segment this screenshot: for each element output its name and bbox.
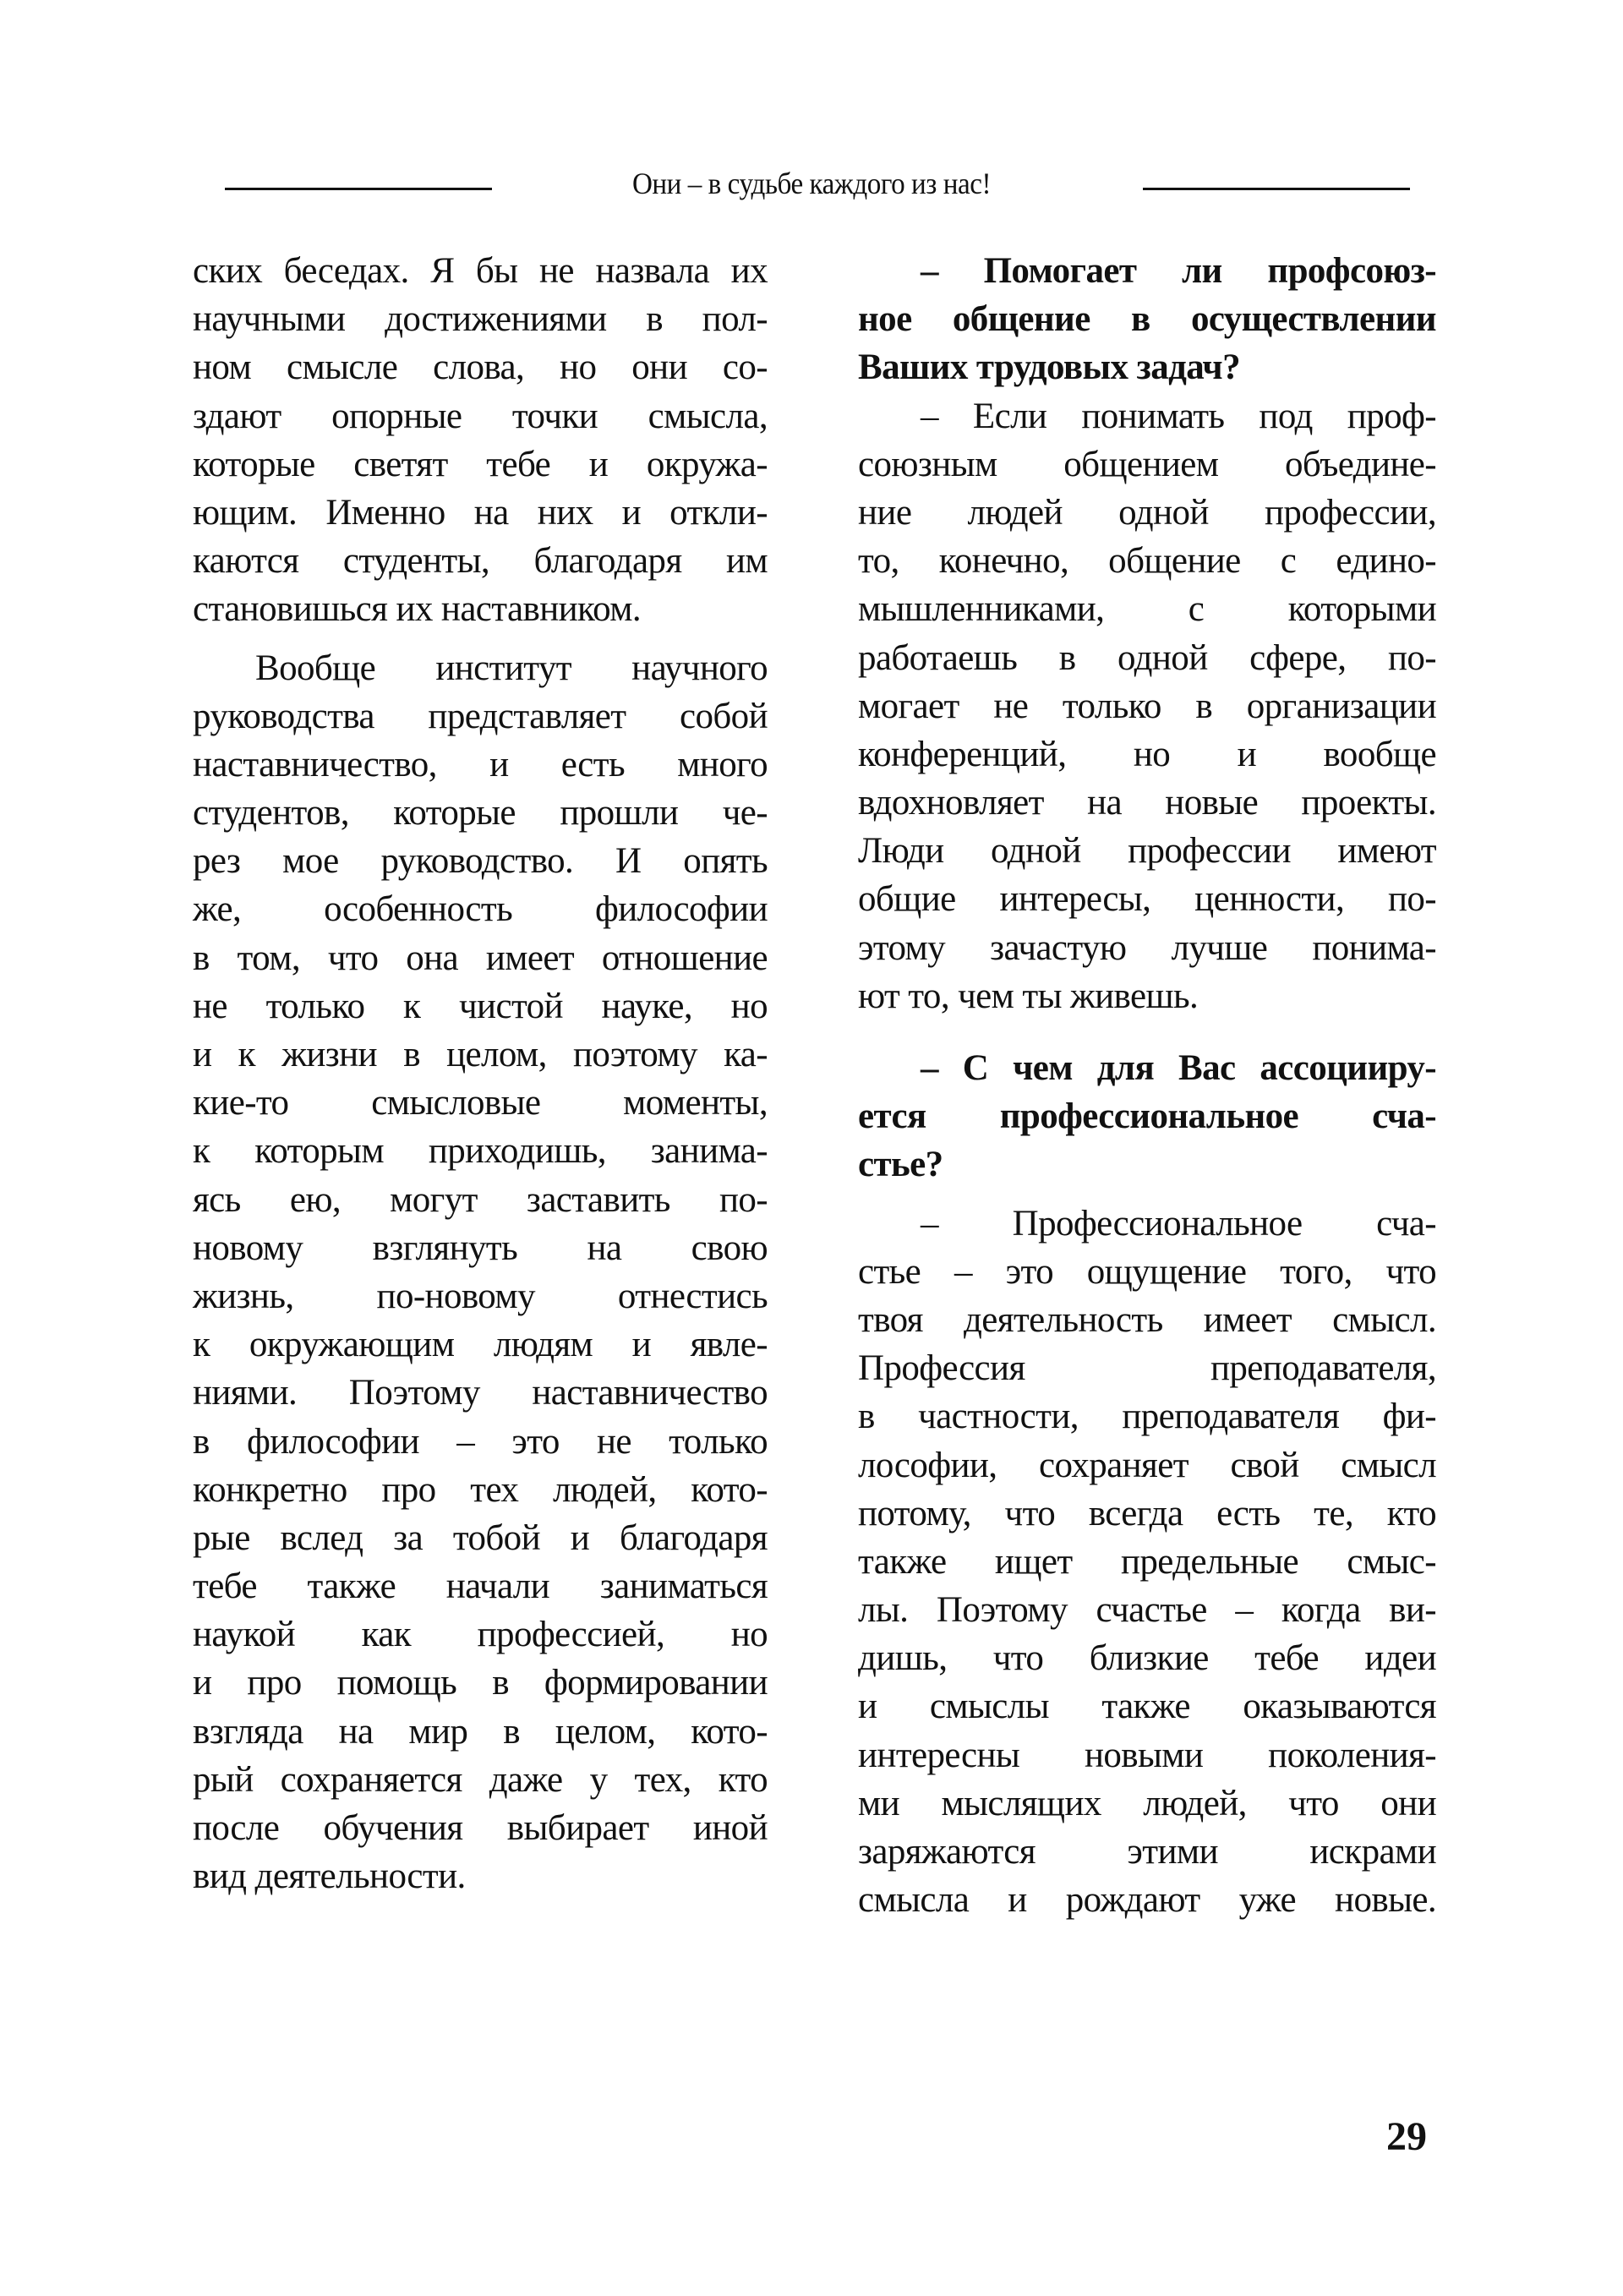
- interview-question-line: ется профессиональное сча-: [858, 1096, 1436, 1137]
- paragraph-line: рез мое руководство. И опять: [193, 841, 768, 882]
- interview-answer-line: могает не только в организации: [858, 686, 1436, 726]
- running-title: Они – в судьбе каждого из нас!: [631, 167, 992, 200]
- interview-question: [858, 1044, 1436, 1189]
- interview-answer-line: Люди одной профессии имеют: [858, 831, 1436, 872]
- header-rule-right: [1143, 188, 1410, 190]
- interview-question: [858, 247, 1436, 392]
- interview-answer-line: заряжаются этими искрами: [858, 1832, 1436, 1872]
- interview-answer-line: также ищет предельные смыс-: [858, 1541, 1436, 1582]
- interview-answer-line: – Если понимать под проф-: [921, 396, 1436, 436]
- paragraph-line: ющим. Именно на них и откли-: [193, 492, 768, 533]
- paragraph-line: здают опорные точки смысла,: [193, 396, 768, 436]
- interview-answer-line: потому, что всегда есть те, кто: [858, 1493, 1436, 1533]
- interview-answer-line: этому зачастую лучше понима-: [858, 927, 1436, 968]
- interview-answer-line: ют то, чем ты живешь.: [858, 976, 1199, 1016]
- paragraph-line: ясь ею, могут заставить по-: [193, 1179, 768, 1220]
- paragraph: [193, 247, 768, 634]
- paragraph-line: становишься их наставником.: [193, 589, 641, 630]
- paragraph-spacer: [858, 1189, 1436, 1200]
- paragraph-line: Вообще институт научного: [255, 648, 768, 688]
- paragraph-line: вид деятельности.: [193, 1856, 466, 1897]
- paragraph-line: жизнь, по-новому отнестись: [193, 1276, 768, 1316]
- left-column: [193, 247, 768, 1900]
- interview-question-line: – С чем для Вас ассоцииру-: [921, 1048, 1436, 1088]
- paragraph-line: к окружающим людям и явле-: [193, 1325, 768, 1365]
- interview-question-line: Ваших трудовых задач?: [858, 347, 1240, 388]
- interview-answer-line: то, конечно, общение с едино-: [858, 541, 1436, 582]
- paragraph-line: новому взглянуть на свою: [193, 1227, 768, 1268]
- interview-answer-line: общие интересы, ценности, по-: [858, 879, 1436, 920]
- interview-answer-line: мышленниками, с которыми: [858, 589, 1436, 630]
- paragraph-line: и про помощь в формировании: [193, 1663, 768, 1703]
- interview-question-line: стье?: [858, 1145, 943, 1185]
- interview-answer-line: союзным общением объедине-: [858, 444, 1436, 484]
- paragraph-line: руководства представляет собой: [193, 696, 768, 736]
- paragraph-line: рый сохраняется даже у тех, кто: [193, 1759, 768, 1800]
- interview-answer-line: ми мыслящих людей, что они: [858, 1783, 1436, 1823]
- interview-answer-line: конференций, но и вообще: [858, 734, 1436, 774]
- interview-answer-line: дишь, что близкие тебе идеи: [858, 1638, 1436, 1679]
- interview-answer-line: – Профессиональное сча-: [921, 1203, 1436, 1244]
- paragraph-line: кие-то смысловые моменты,: [193, 1083, 768, 1123]
- paragraph-line: и к жизни в целом, поэтому ка-: [193, 1035, 768, 1074]
- interview-answer-line: интересны новыми поколения-: [858, 1735, 1436, 1775]
- interview-question-line: ное общение в осуществлении: [858, 299, 1436, 340]
- paragraph-line: взгляда на мир в целом, кото-: [193, 1711, 768, 1752]
- paragraph-line: наукой как профессией, но: [193, 1615, 768, 1655]
- paragraph-line: каются студенты, благодаря им: [193, 541, 768, 582]
- interview-answer-line: работаешь в одной сфере, по-: [858, 637, 1436, 678]
- paragraph-line: же, особенность философии: [193, 889, 768, 930]
- interview-answer-line: в частности, преподавателя фи-: [858, 1397, 1436, 1437]
- interview-answer-line: Профессия преподавателя,: [858, 1348, 1436, 1389]
- interview-answer: [858, 1200, 1436, 1925]
- interview-answer-line: вдохновляет на новые проекты.: [858, 783, 1436, 823]
- paragraph-line: научными достижениями в пол-: [193, 299, 768, 340]
- page-number: 29: [1386, 2114, 1427, 2159]
- paragraph-line: после обучения выбирает иной: [193, 1808, 768, 1848]
- interview-question-line: – Помогает ли профсоюз-: [921, 251, 1436, 291]
- interview-answer: [858, 392, 1436, 1020]
- interview-answer-line: лософии, сохраняет свой смысл: [858, 1445, 1436, 1485]
- paragraph-line: в философии – это не только: [193, 1421, 768, 1462]
- interview-answer-line: твоя деятельность имеет смысл.: [858, 1299, 1436, 1340]
- interview-answer-line: лы. Поэтому счастье – когда ви-: [858, 1590, 1436, 1631]
- paragraph-line: тебе также начали заниматься: [193, 1566, 768, 1607]
- paragraph-line: студентов, которые прошли че-: [193, 793, 768, 834]
- paragraph-line: рые вслед за тобой и благодаря: [193, 1517, 768, 1558]
- interview-answer-line: ние людей одной профессии,: [858, 492, 1436, 533]
- right-column: [858, 247, 1436, 1924]
- paragraph-line: ниями. Поэтому наставничество: [193, 1373, 768, 1413]
- paragraph: [193, 644, 768, 1901]
- running-header: [0, 161, 1623, 211]
- paragraph-spacer: [858, 1020, 1436, 1044]
- paragraph-line: ских беседах. Я бы не назвала их: [193, 251, 768, 291]
- paragraph-line: конкретно про тех людей, кото-: [193, 1469, 768, 1510]
- interview-answer-line: стье – это ощущение того, что: [858, 1251, 1436, 1292]
- paragraph-line: наставничество, и есть много: [193, 744, 768, 784]
- paragraph-spacer: [193, 634, 768, 644]
- interview-answer-line: и смыслы также оказываются: [858, 1686, 1436, 1727]
- paragraph-line: ном смысле слова, но они со-: [193, 347, 768, 388]
- paragraph-line: к которым приходишь, занима-: [193, 1131, 768, 1172]
- paragraph-line: не только к чистой науке, но: [193, 986, 768, 1026]
- paragraph-line: в том, что она имеет отношение: [193, 938, 768, 978]
- paragraph-line: которые светят тебе и окружа-: [193, 444, 768, 484]
- interview-answer-line: смысла и рождают уже новые.: [858, 1880, 1436, 1921]
